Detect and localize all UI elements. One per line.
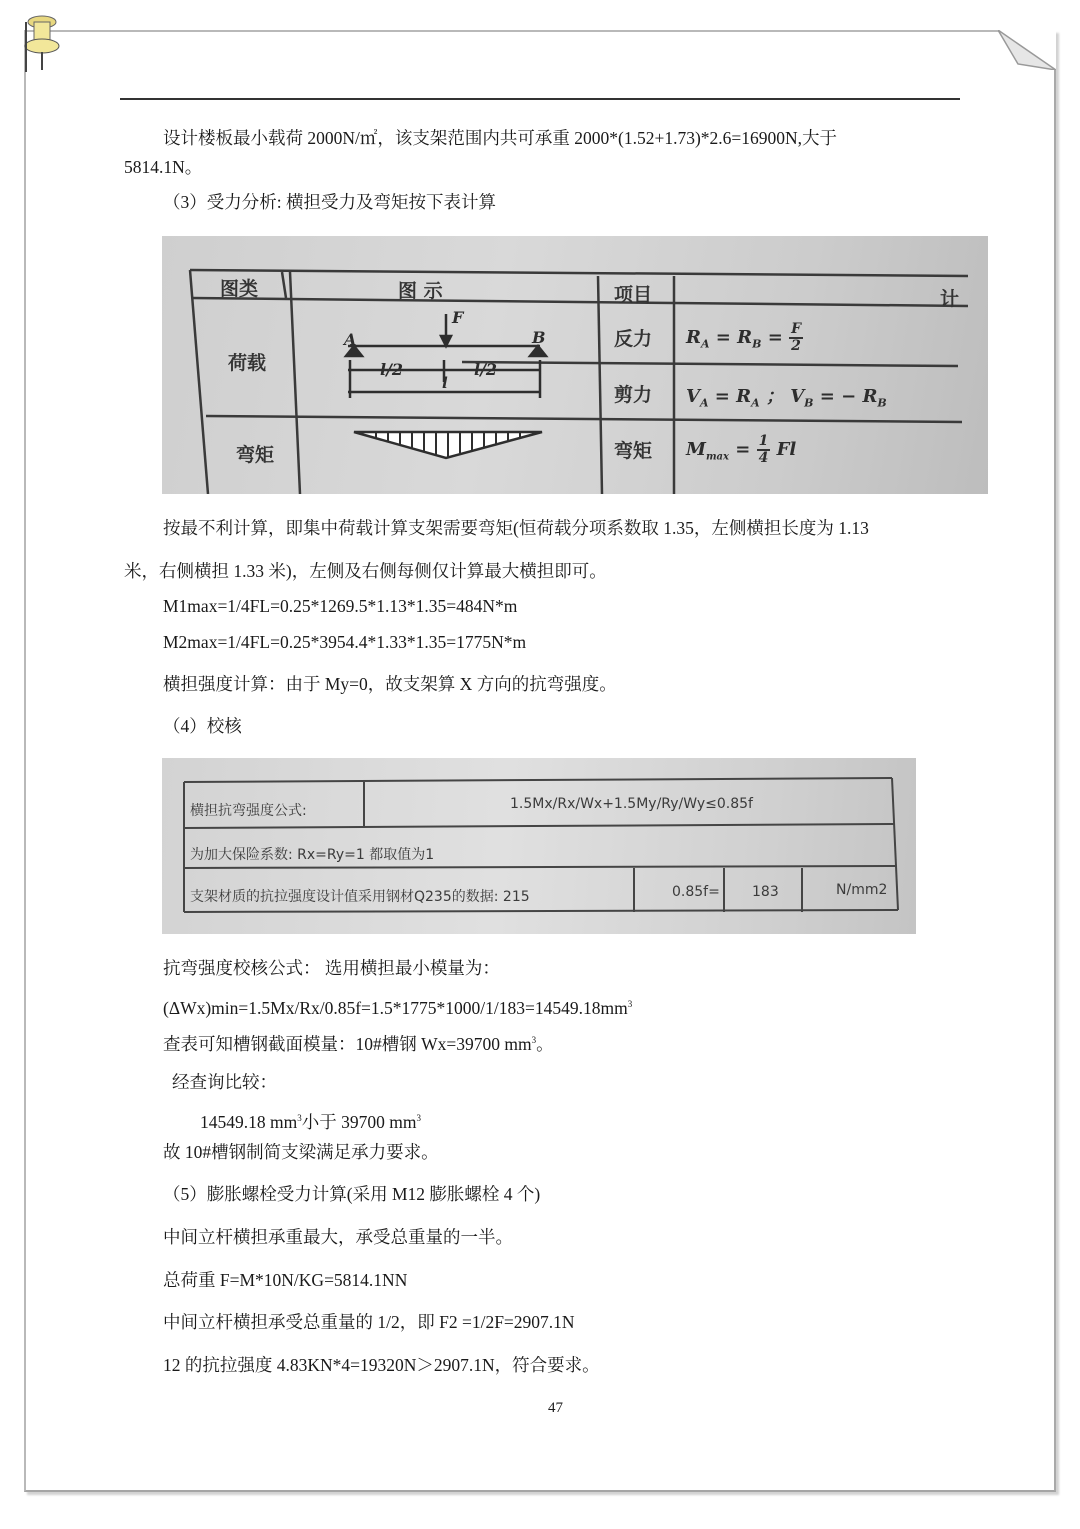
page-curl-decoration <box>998 30 1056 70</box>
check-table-photo <box>162 758 916 934</box>
paragraph-total-load: 总荷重 F=M*10N/KG=5814.1NN <box>163 1270 408 1290</box>
paragraph-worst-case-line2: 米，右侧横担 1.33 米)，左侧及右侧每侧仅计算最大横担即可。 <box>124 561 607 581</box>
support-label-a: A <box>344 330 357 349</box>
check-row1-value: 1.5Mx/Rx/Wx+1.5My/Ry/Wy≤0.85f <box>510 796 753 812</box>
paragraph-load-line1: 设计楼板最小载荷 2000N/㎡，该支架范围内共可承重 2000*(1.52+1.73)*2.6=16900N,大于 <box>163 128 838 148</box>
check-row3-value: 183 <box>752 884 779 900</box>
item-moment: 弯矩 <box>614 440 653 462</box>
item-reaction: 反力 <box>614 328 653 350</box>
dim-half-left: l/2 <box>380 360 404 379</box>
formula-m2max: M2max=1/4FL=0.25*3954.4*1.33*1.35=1775N*m <box>163 632 527 652</box>
header-diagram: 图 示 <box>398 280 443 302</box>
moment-diagram <box>354 432 542 458</box>
header-calc: 计 <box>940 288 960 310</box>
pushpin-icon <box>22 12 62 72</box>
section-heading-4: （4）校核 <box>163 716 242 736</box>
dim-span: l <box>442 374 448 392</box>
item-shear: 剪力 <box>614 384 653 406</box>
check-row3-label: 支架材质的抗拉强度设计值采用钢材Q235的数据: 215 <box>190 889 530 905</box>
compare-label: 经查询比较： <box>172 1072 277 1092</box>
paragraph-half-load: 中间立杆横担承受总重量的 1/2，即 F2 =1/2F=2907.1N <box>163 1312 575 1332</box>
header-diagram-type: 图类 <box>220 278 259 300</box>
row-label-load: 荷载 <box>228 352 267 374</box>
paragraph-conclusion: 故 10#槽钢制简支梁满足承力要求。 <box>163 1142 439 1162</box>
header-rule <box>120 98 960 100</box>
dim-half-right: l/2 <box>474 360 498 379</box>
row-label-moment: 弯矩 <box>236 444 275 466</box>
paragraph-middle-pole: 中间立杆横担承重最大，承受总重量的一半。 <box>163 1227 513 1247</box>
paragraph-tensile: 12 的抗拉强度 4.83KN*4=19320N＞2907.1N，符合要求。 <box>163 1355 600 1375</box>
formula-m1max: M1max=1/4FL=0.25*1269.5*1.13*1.35=484N*m <box>163 596 518 616</box>
formula-moment: $M_{max}$ = $\frac{1}{4}$ Fl <box>686 433 797 466</box>
section-heading-3: （3）受力分析: 横担受力及弯矩按下表计算 <box>163 192 496 212</box>
compare-result: 14549.18 $mm^3$小于 39700 $mm^3$ <box>200 1112 421 1132</box>
check-row1-label: 横担抗弯强度公式: <box>190 803 307 819</box>
check-row2-label: 为加大保险系数: Rx=Ry=1 都取值为1 <box>190 847 435 863</box>
section-heading-5: （5）膨胀螺栓受力计算(采用 M12 膨胀螺栓 4 个) <box>163 1184 541 1204</box>
check-formula-label: 抗弯强度校核公式： 选用横担最小模量为： <box>163 958 500 978</box>
force-table-photo <box>162 236 988 494</box>
paragraph-worst-case-line1: 按最不利计算，即集中荷载计算支架需要弯矩(恒荷载分项系数取 1.35，左侧横担长度为 1.13 <box>163 518 869 538</box>
header-item: 项目 <box>614 284 653 306</box>
formula-shear: $V_A = R_A$ ； $V_B$ = − $R_B$ <box>686 386 887 410</box>
force-table-grid <box>162 236 988 494</box>
paragraph-load-line2: 5814.1N。 <box>124 157 203 177</box>
formula-wx-min: $(\Delta Wx)\min=1.5Mx/Rx/0.85f=1.5*1775*1000/1/183=14549.18mm^3$ <box>163 998 633 1018</box>
paragraph-strength: 横担强度计算：由于 My=0，故支架算 X 方向的抗弯强度。 <box>163 674 617 694</box>
check-row3-factor: 0.85f= <box>672 884 720 900</box>
support-label-b: B <box>532 328 546 347</box>
check-row3-unit: N/mm2 <box>836 882 888 898</box>
page-number: 47 <box>548 1400 563 1416</box>
load-label-f: F <box>452 308 464 327</box>
paragraph-channel-lookup: 查表可知槽钢截面模量：10#槽钢 Wx=39700 $mm^3$。 <box>163 1034 554 1054</box>
formula-reaction: $R_A = R_B$ = $\frac{F}{2}$ <box>686 321 802 354</box>
